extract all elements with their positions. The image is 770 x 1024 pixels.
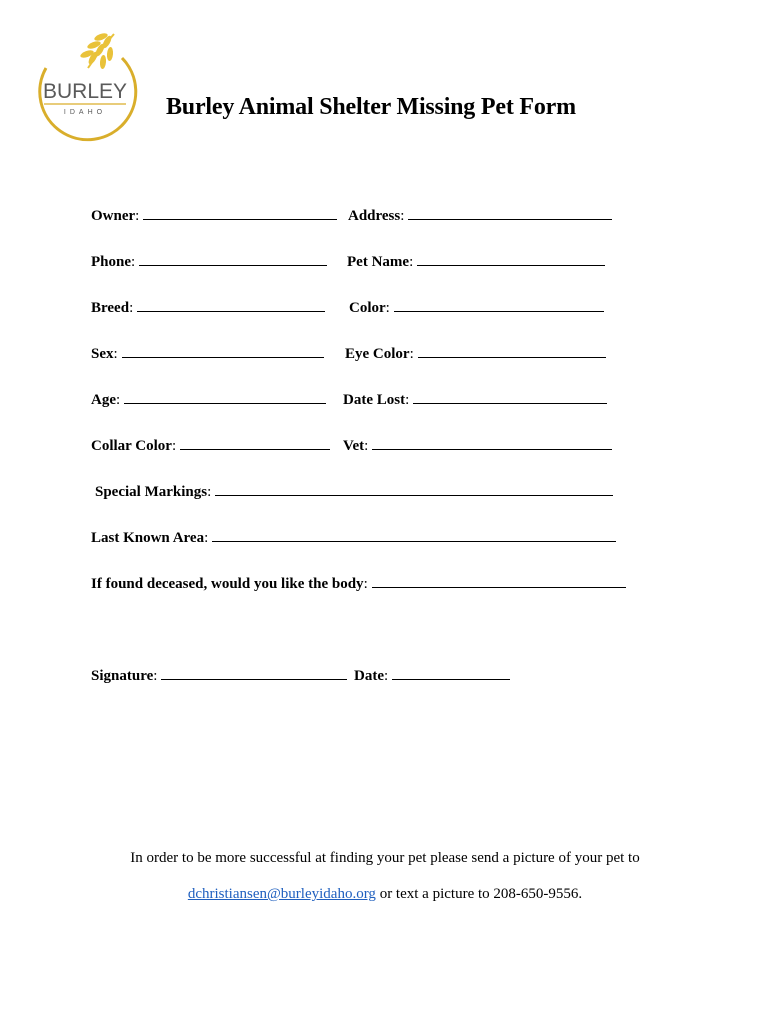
- pet-name-label: Pet Name: [347, 254, 410, 270]
- collar-color-field[interactable]: [91, 435, 330, 455]
- email-link[interactable]: dchristiansen@burleyidaho.org: [187, 886, 376, 902]
- phone-colon: :: [131, 254, 136, 270]
- age-colon: :: [116, 392, 121, 408]
- date-label: Date: [354, 668, 384, 684]
- special-markings-label: Special Markings: [95, 484, 208, 500]
- date-field[interactable]: [354, 665, 510, 685]
- last-known-area-colon: :: [204, 530, 209, 546]
- eye-color-label: Eye Color: [345, 346, 410, 362]
- deceased-label: If found deceased, would you like the body: [91, 576, 364, 592]
- burley-logo-icon: [30, 28, 140, 148]
- breed-label: Breed: [91, 300, 130, 316]
- date-lost-label: Date Lost: [343, 392, 406, 408]
- address-label: Address: [348, 208, 401, 224]
- vet-label: Vet: [343, 438, 365, 454]
- sex-line[interactable]: [122, 343, 324, 358]
- deceased-field[interactable]: [91, 573, 626, 593]
- eye-color-field[interactable]: [345, 343, 606, 363]
- deceased-line[interactable]: [372, 573, 626, 588]
- breed-colon: :: [129, 300, 134, 316]
- owner-colon: :: [135, 208, 140, 224]
- breed-line[interactable]: [137, 297, 325, 312]
- sex-field[interactable]: [91, 343, 324, 363]
- owner-label: Owner: [91, 208, 136, 224]
- last-known-area-line[interactable]: [212, 527, 616, 542]
- footer-line-1: In order to be more successful at finding your pet please send a picture of your pet to: [130, 850, 640, 866]
- sex-colon: :: [113, 346, 118, 362]
- signature-field[interactable]: [91, 665, 347, 685]
- vet-field[interactable]: [343, 435, 612, 455]
- address-line[interactable]: [408, 205, 612, 220]
- page-title: Burley Animal Shelter Missing Pet Form: [166, 94, 576, 120]
- date-lost-line[interactable]: [413, 389, 607, 404]
- eye-color-line[interactable]: [418, 343, 606, 358]
- special-markings-field[interactable]: [95, 481, 613, 501]
- phone-label: Phone: [91, 254, 132, 270]
- eye-color-colon: :: [409, 346, 414, 362]
- logo-subtitle: IDAHO: [63, 109, 107, 116]
- date-lost-field[interactable]: [343, 389, 607, 409]
- address-colon: :: [400, 208, 405, 224]
- breed-field[interactable]: [91, 297, 325, 317]
- vet-line[interactable]: [372, 435, 612, 450]
- date-line[interactable]: [392, 665, 510, 680]
- special-markings-colon: :: [207, 484, 212, 500]
- color-line[interactable]: [394, 297, 604, 312]
- collar-color-label: Collar Color: [91, 438, 172, 454]
- date-colon: :: [384, 668, 389, 684]
- color-field[interactable]: [349, 297, 604, 317]
- footer-line-2: or text a picture to 208-650-9556.: [375, 886, 583, 902]
- pet-name-line[interactable]: [417, 251, 605, 266]
- phone-field[interactable]: [91, 251, 327, 271]
- collar-color-line[interactable]: [180, 435, 330, 450]
- age-label: Age: [91, 392, 116, 408]
- pet-name-colon: :: [409, 254, 414, 270]
- owner-field[interactable]: [91, 205, 337, 225]
- phone-line[interactable]: [139, 251, 327, 266]
- last-known-area-field[interactable]: [91, 527, 616, 547]
- date-lost-colon: :: [405, 392, 410, 408]
- footer-contact: [0, 886, 770, 903]
- owner-line[interactable]: [143, 205, 337, 220]
- footer-instruction: [0, 850, 770, 867]
- address-field[interactable]: [348, 205, 612, 225]
- signature-label: Signature: [91, 668, 154, 684]
- vet-colon: :: [364, 438, 369, 454]
- last-known-area-label: Last Known Area: [91, 530, 205, 546]
- deceased-colon: :: [363, 576, 368, 592]
- color-colon: :: [385, 300, 390, 316]
- collar-color-colon: :: [171, 438, 177, 454]
- color-label: Color: [349, 300, 386, 316]
- age-line[interactable]: [124, 389, 326, 404]
- signature-line[interactable]: [161, 665, 347, 680]
- logo-wordmark: BURLEY: [42, 80, 128, 103]
- pet-name-field[interactable]: [347, 251, 605, 271]
- burley-logo: [30, 28, 140, 148]
- age-field[interactable]: [91, 389, 326, 409]
- signature-colon: :: [153, 668, 158, 684]
- sex-label: Sex: [91, 346, 114, 362]
- wheat-icon: [79, 32, 114, 69]
- special-markings-line[interactable]: [215, 481, 613, 496]
